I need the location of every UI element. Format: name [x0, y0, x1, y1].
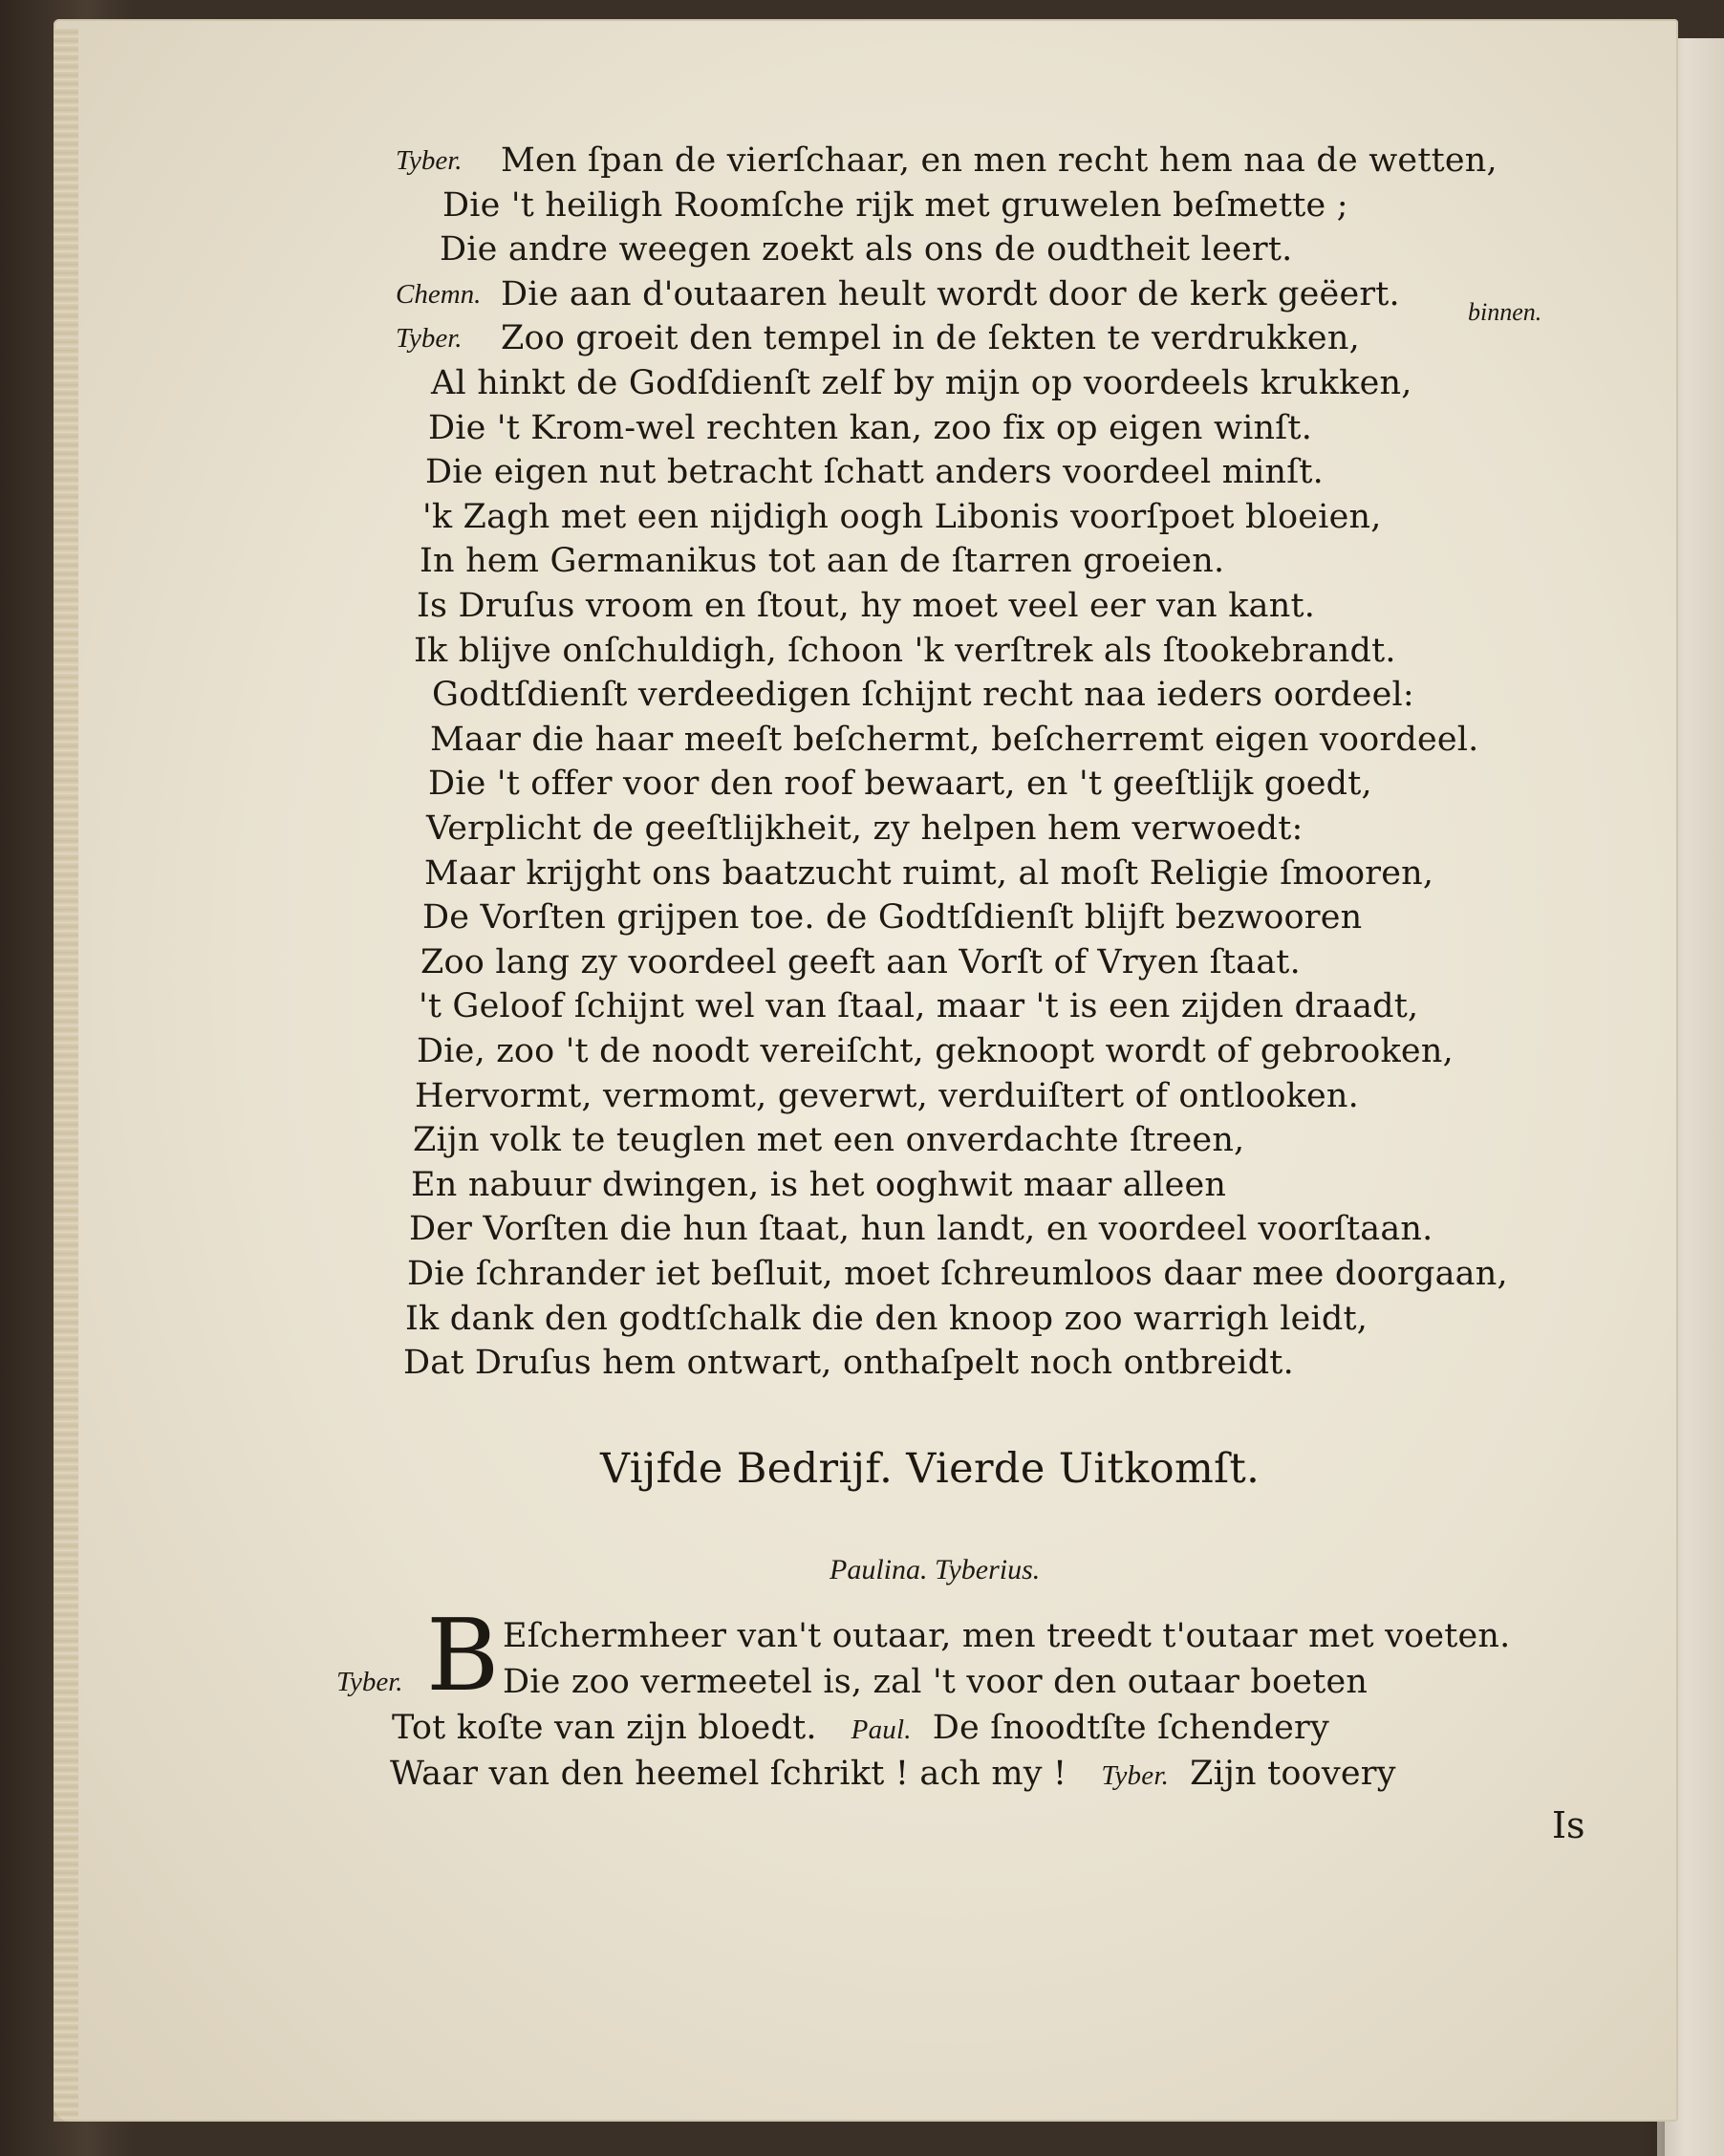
verse-line: Die 't offer voor den roof bewaart, en 't geeſtlijk goedt, [428, 765, 1372, 804]
verse-line: Die ſchrander iet beſluit, moet ſchreumloos daar mee doorgaan, [407, 1255, 1508, 1293]
speaker-label: Tyber. [396, 323, 463, 355]
verse-line: Der Vorſten die hun ſtaat, hun landt, en voordeel voorſtaan. [409, 1210, 1433, 1249]
verse-line: Ik dank den godtſchalk die den knoop zoo warrigh leidt, [405, 1299, 1368, 1338]
scene-line [390, 1751, 1396, 1799]
verse-line: Die, zoo 't de noodt vereiſcht, geknoopt wordt of gebrooken, [417, 1032, 1454, 1070]
verse-line: Die 't Krom-wel rechten kan, zoo fix op eigen winſt. [428, 408, 1313, 447]
verse-line: De Vorſten grijpen toe. de Godtſdienſt blijft bezwooren [422, 898, 1363, 938]
scene-line [392, 1705, 1329, 1753]
dramatis-personae: Paulina. Tyberius. [830, 1554, 1041, 1585]
margin-note: binnen. [1468, 298, 1542, 326]
verse-line: Die 't heiligh Roomſche rijk met gruwelen beſmette ; [442, 185, 1348, 225]
verse-line: Zoo lang zy voordeel geeft aan Vorſt of Vryen ſtaat. [420, 942, 1301, 981]
verse-line: Godtſdienſt verdeedigen ſchijnt recht naa ieders oordeel: [432, 676, 1414, 715]
verse-line: Hervormt, vermomt, geverwt, verduiſtert of ontlooken. [415, 1076, 1360, 1115]
verse-line: In hem Germanikus tot aan de ſtarren groeien. [420, 542, 1225, 581]
verse-line: Ik blijve onſchuldigh, ſchoon 'k verſtrek als ſtookebrandt. [414, 631, 1396, 670]
verse-line: Is Druſus vroom en ſtout, hy moet veel eer van kant. [417, 587, 1316, 625]
scene-line-text: Tot koſte van zijn bloedt. [392, 1709, 817, 1747]
act-scene-heading: Vijfde Bedrijf. Vierde Uitkomſt. [600, 1445, 1261, 1493]
scene-line-text: Waar van den heemel ſchrikt ! ach my ! [390, 1755, 1067, 1793]
verse-line: Die aan d'outaaren heult wordt door de kerk geëert. [501, 274, 1400, 313]
verse-line: Men ſpan de vierſchaar, en men recht hem naa de wetten, [501, 141, 1498, 180]
verse-line: Al hinkt de Godſdienſt zelf by mijn op voordeels krukken, [431, 364, 1412, 402]
inline-speaker-label: Paul. [851, 1714, 912, 1745]
verse-line: Verplicht de geeſtlijkheit, zy helpen hem verwoedt: [426, 809, 1304, 848]
scene-line-rest: Zijn toovery [1190, 1755, 1396, 1793]
verse-line: Die andre weegen zoekt als ons de oudtheit leert. [440, 230, 1293, 270]
speaker-label: Tyber. [396, 145, 463, 176]
scene-line [503, 1613, 1510, 1659]
scene-line-rest: De ſnoodtſte ſchendery [932, 1709, 1329, 1747]
verse-line: En nabuur dwingen, is het ooghwit maar alleen [411, 1165, 1227, 1204]
verse-line: Zijn volk te teuglen met een onverdachte ſtreen, [413, 1121, 1245, 1160]
verse-line: Maar die haar meeſt beſchermt, beſcherremt eigen voordeel. [430, 720, 1479, 759]
catchword: Is [1552, 1804, 1585, 1846]
verse-line: Maar krijght ons baatzucht ruimt, al moſt Religie ſmooren, [424, 853, 1434, 893]
inline-speaker-label: Tyber. [1101, 1760, 1170, 1791]
verse-line: 't Geloof ſchijnt wel van ſtaal, maar 't is een zijden draadt, [419, 987, 1419, 1026]
verse-line: Dat Druſus hem ontwart, onthaſpelt noch ontbreidt. [403, 1344, 1294, 1383]
verse-line: 'k Zagh met een nijdigh oogh Libonis voorſpoet bloeien, [422, 497, 1382, 536]
scene-line [503, 1659, 1368, 1705]
scene-line-text: Die zoo vermeetel is, zal 't voor den outaar boeten [503, 1663, 1368, 1701]
speaker-label: Tyber. [336, 1667, 403, 1697]
drop-cap: B [426, 1597, 500, 1714]
verse-line: Die eigen nut betracht ſchatt anders voordeel minſt. [425, 453, 1325, 492]
speaker-label: Chemn. [396, 278, 482, 310]
verse-line: Zoo groeit den tempel in de ſekten te verdrukken, [501, 319, 1360, 358]
scene-line-text: Eſchermheer van't outaar, men treedt t'outaar met voeten. [503, 1617, 1511, 1655]
